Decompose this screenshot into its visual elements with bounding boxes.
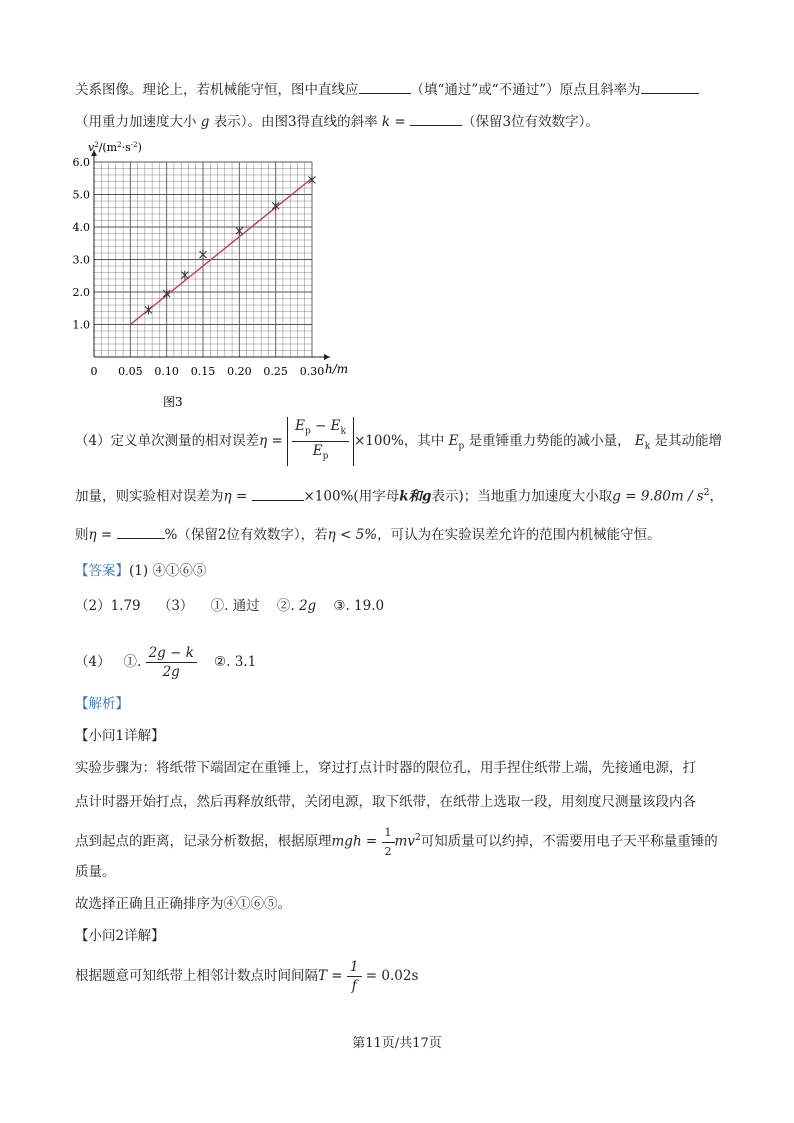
analysis-p2-line-1: 根据题意可知纸带上相邻计数点时间间隔T = $\frac{1}{f}$ = 0.02s [75, 959, 419, 994]
answer-blank [410, 112, 462, 126]
q3-text: （填“通过”或“不通过”）原点且斜率为 [410, 82, 641, 98]
relative-error-fraction [292, 417, 349, 465]
y-tick-label: 6.0 [72, 156, 90, 169]
formula-T: T = [318, 968, 343, 984]
analysis-p1-line-2: 点计时器开始打点，然后再释放纸带，关闭电源，取下纸带，在纸带上选取一段，用刻度尺测量该段内各 [75, 794, 696, 810]
page-footer: 第11页/共17页 [352, 1036, 442, 1051]
fraction-denominator: 2g [162, 664, 180, 680]
q4-line-1: （4）定义单次测量的相对误差η = $\frac{E_p - E_k}{E_p}$ ×100%，其中 $E_p$ 是重锤重力势能的减小量， $E_k$ 是其动能增 [75, 416, 722, 466]
data-point [145, 305, 152, 314]
q4-text: %（保留2位有效数字），若 [164, 527, 328, 543]
x-tick-label: 0.30 [299, 365, 325, 378]
q3-text: （用重力加速度大小 [75, 114, 197, 130]
analysis-p1-line-3: 点到起点的距离，记录分析数据，根据原理mgh = $\frac{1}{2}$ $mv^2$可知质量可以约掉，不需要用电子天平称量重锤的 [75, 820, 718, 856]
symbol-ek: E [634, 433, 645, 449]
data-point [200, 250, 207, 259]
y-axis-label: $v^2/(m^2\cdot s^{-2})$ [88, 141, 142, 154]
q4-line-2: 加量，则实验相对误差为η = ×100%(用字母k和g表示)；当地重力加速度大小取$g = 9.80m / s^2$， [75, 488, 723, 505]
y-tick-label: 5.0 [72, 188, 90, 202]
formula-mv: mv [394, 833, 415, 850]
fraction-numerator: 2g − k [146, 644, 197, 663]
q4-line-3: 则η = %（保留2位有效数字），若η < 5%，可认为在实验误差允许的范围内机械能守恒。 [75, 527, 661, 543]
answer-line-4 [75, 640, 256, 684]
answer-tag: 【答案】 [75, 563, 129, 579]
q3-line-2 [75, 112, 599, 132]
q4-text: （4）定义单次测量的相对误差 [75, 433, 260, 449]
times-100: ×100% [353, 433, 404, 449]
analysis-p1-line-4: 质量。 [75, 864, 116, 880]
q4-text: 是重锤重力势能的减小量， [468, 433, 631, 449]
answer-4: （4） [75, 654, 111, 670]
x-tick-label: 0.20 [227, 365, 252, 378]
answer-blank [641, 80, 699, 94]
analysis-p1-line-1: 实验步骤为：将纸带下端固定在重锤上，穿过打点计时器的限位孔，用手捏住纸带上端，先接通电源，打 [75, 760, 696, 776]
q3-line-1 [75, 80, 699, 100]
x-tick-label: 0.10 [154, 365, 179, 378]
chart-ticks [73, 156, 325, 378]
analysis-tag: 【解析】 [75, 696, 129, 712]
chart-grid [91, 150, 330, 360]
q3-text: （保留3位有效数字）。 [461, 114, 599, 130]
symbol-eta: η [223, 488, 232, 505]
x-tick-label: 0.15 [190, 365, 216, 378]
sub-question-1-heading: 【小问1详解】 [75, 728, 165, 744]
q4-text: 加量，则实验相对误差为 [75, 488, 224, 505]
period-value: = 0.02s [365, 968, 419, 984]
formula-mgh: mgh = [331, 833, 378, 850]
answer-3: （3） [157, 598, 194, 614]
figure-3-chart [60, 140, 350, 410]
sub-question-2-heading: 【小问2详解】 [75, 928, 165, 944]
q3-text: 表示）。由图3得直线的斜率 [213, 114, 378, 130]
fraction-numerator: $E_p - E_k$ [292, 417, 349, 442]
data-point [181, 271, 188, 280]
answer-4-1: ①. [123, 654, 142, 670]
symbol-eta: η [259, 433, 268, 449]
period-fraction: $\frac{1}{f}$ [347, 958, 362, 995]
answer-blank [359, 80, 411, 94]
answer-blank [252, 487, 304, 501]
x-tick-label: 0.25 [263, 365, 288, 378]
answer-4-fraction [146, 644, 197, 681]
symbol-k: k [381, 114, 391, 130]
symbol-eta: η [88, 527, 97, 543]
answer-3-1: ①. 通过 [210, 598, 260, 614]
symbol-ep: E [448, 433, 459, 449]
x-tick-label: 0 [90, 365, 98, 378]
figure-caption: 图3 [163, 395, 183, 409]
y-tick-label: 2.0 [72, 286, 90, 299]
y-tick-label: 4.0 [72, 221, 90, 234]
symbol-g: g [200, 114, 210, 130]
data-point [236, 226, 243, 235]
half-fraction: $\frac{1}{2}$ [382, 824, 395, 861]
equals: = [271, 433, 283, 449]
y-tick-label: 3.0 [72, 253, 90, 267]
q4-text: ，其中 [403, 433, 445, 449]
q4-text: ×100% [303, 488, 354, 505]
equals: = [394, 114, 406, 130]
q4-text: 是其动能增 [654, 433, 723, 449]
eta-condition: η < 5% [327, 527, 378, 543]
answer-line-2 [75, 596, 384, 616]
answer-blank [117, 525, 165, 539]
answer-line-1 [75, 561, 206, 581]
answer-1: (1) ④①⑥⑤ [129, 563, 207, 579]
q4-text: 则 [75, 527, 89, 543]
x-axis-arrow [324, 354, 330, 360]
g-value: g = 9.80m / s [612, 488, 704, 505]
answer-3-2: ②. [276, 598, 295, 614]
symbols-k-g: k和g [399, 488, 432, 505]
answer-2: （2）1.79 [75, 598, 141, 614]
abs-fraction [287, 417, 354, 465]
answer-3-3: ③. 19.0 [333, 598, 385, 614]
answer-4-2: ②. 3.1 [214, 654, 257, 670]
analysis-p1-line-5: 故选择正确且正确排序为④①⑥⑤。 [75, 896, 291, 912]
chart-fit-line-group [130, 178, 312, 324]
y-tick-label: 1.0 [72, 318, 90, 332]
fit-line [130, 178, 312, 324]
q4-text: ，可认为在实验误差允许的范围内机械能守恒。 [377, 527, 661, 543]
q4-text: (用字母 [353, 488, 400, 505]
x-tick-label: 0.05 [118, 365, 143, 378]
answer-3-2-value: 2g [298, 598, 317, 614]
q3-text: 关系图像。理论上，若机械能守恒，图中直线应 [75, 82, 359, 98]
fraction-denominator: $E_p$ [312, 443, 329, 462]
x-axis-label: h/m [325, 362, 349, 376]
q4-text: 表示)；当地重力加速度大小取 [431, 488, 613, 505]
